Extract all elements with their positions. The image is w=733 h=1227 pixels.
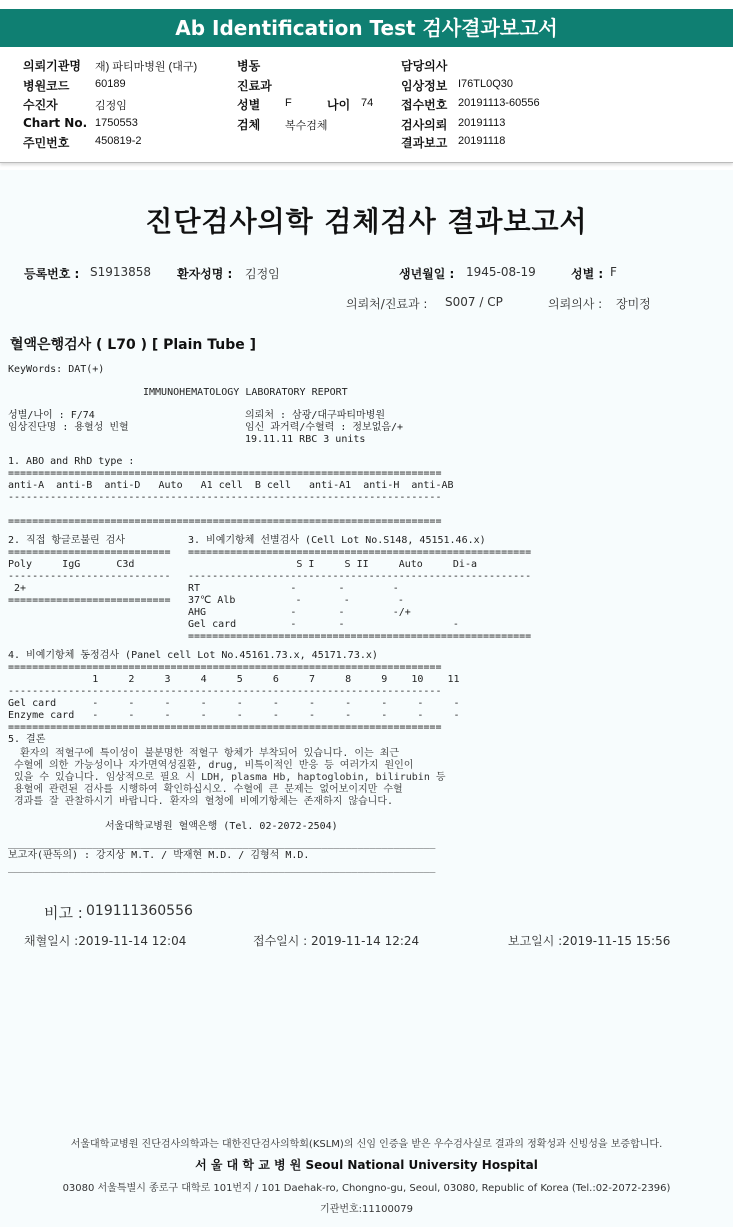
patient-name-label: 환자성명 : (177, 267, 233, 281)
sex-value: F (610, 265, 617, 279)
reporter-line: _______________________________________________________________________ 보고자(판독의) : 강지상 M.T. / 박재현 M.D. / 김형석 M.D. _______________________________________________________________________ (8, 838, 436, 873)
header-value: 60189 (95, 78, 126, 90)
header-value: 1750553 (95, 117, 138, 129)
doctor-label: 의뢰의사 : (548, 297, 603, 311)
receive-datetime: 접수일시 : 2019-11-14 12:24 (253, 934, 420, 948)
hospital-address: 03080 서울특별시 종로구 대학로 101번지 / 101 Daehak-ro, Chongno-gu, Seoul, 03080, Republic of Korea (Tel.:02-2072-2396) (62, 1183, 671, 1194)
header-label: 진료과 (237, 79, 272, 93)
antibody-screen-section: 3. 비예기항체 선별검사 (Cell Lot No.S148, 45151.46.x) ========================================================= S I S II Auto Di-a --------------------------------------------------------- RT - - - 37℃ Alb - - - AHG - - -/+ Gel card - - - ========================================================= (188, 535, 532, 642)
bloodbank-contact: 서울대학교병원 혈액은행 (Tel. 02-2072-2504) (105, 821, 338, 832)
institution-number: 기관번호:11100079 (320, 1204, 413, 1215)
dob-value: 1945-08-19 (466, 265, 536, 279)
dept-label: 의뢰처/진료과 : (346, 297, 428, 311)
header-label: 병동 (237, 59, 261, 73)
info-left: 성별/나이 : F/74 임상진단명 : 용혈성 빈혈 (8, 410, 129, 433)
header-label: 성별 (237, 98, 261, 112)
certification-text: 서울대학교병원 진단검사의학과는 대한진단검사의학회(KSLM)의 신임 인증을 받은 우수검사실로 결과의 정확성과 신빙성을 보증합니다. (70, 1139, 663, 1150)
collect-datetime: 채혈일시 :2019-11-14 12:04 (24, 934, 187, 948)
doctor-value: 장미정 (616, 297, 651, 311)
header-value: 복수검체 (285, 120, 328, 132)
dept-value: S007 / CP (445, 295, 503, 309)
header-value: 20191113 (458, 117, 506, 129)
header-label: 담당의사 (401, 59, 448, 73)
header-value: 450819-2 (95, 135, 142, 147)
lab-report-title: IMMUNOHEMATOLOGY LABORATORY REPORT (143, 387, 348, 398)
keywords: KeyWords: DAT(+) (8, 364, 105, 375)
header-label: 의뢰기관명 (23, 59, 81, 73)
abo-rhd-section: 1. ABO and RhD type : ======================================================================== anti-A anti-B anti-D Auto A1 cell B cell anti-A1 anti-H anti-AB ------------------------------------------------------------------------ ======================================================================== (8, 456, 454, 527)
report-banner: Ab Identification Test 검사결과보고서 (0, 9, 733, 47)
header-label: 임상정보 (401, 79, 448, 93)
note-label: 비고 : (44, 904, 83, 922)
header-label: 결과보고 (401, 136, 448, 150)
header-label: 나이 (327, 98, 351, 112)
note-value: 019111360556 (86, 903, 193, 919)
patient-name-value: 김정임 (245, 267, 280, 281)
header-value: 20191113-60556 (458, 97, 540, 109)
header-value: 20191118 (458, 135, 506, 147)
info-right: 의뢰처 : 삼광/대구파티마병원 임신 과거력/수혈력 : 정보없음/+ 19.11.11 RBC 3 units (245, 410, 404, 445)
header-value: 재) 파티마병원 (대구) (95, 61, 198, 73)
reg-no-value: S1913858 (90, 265, 152, 279)
test-title: 혈액은행검사 ( L70 ) [ Plain Tube ] (10, 337, 257, 353)
header-value: 김정임 (95, 100, 127, 112)
header-label: 주민번호 (23, 136, 70, 150)
header-label: 수진자 (23, 98, 58, 112)
conclusion-text: 환자의 적혈구에 특이성이 불분명한 적혈구 항체가 부착되어 있습니다. 이는 최근 수혈에 의한 가능성이나 자가면역성질환, drug, 비특이적인 반응 등 여러가지 원인이 있을 수 있습니다. 임상적으로 필요 시 LDH, plasma Hb, haptoglobin, bilirubin 등 용혈에 관련된 검사를 시행하여 확인하십시오. 수혈에 큰 문제는 없어보이지만 수혈 경과를 잘 관찰하시기 바랍니다. 환자의 혈청에 비예기항체는 존재하지 않습니다. (14, 748, 446, 807)
header-label: 병원코드 (23, 79, 70, 93)
header-label: 접수번호 (401, 98, 448, 112)
header-label: Chart No. (23, 116, 88, 130)
report-datetime: 보고일시 :2019-11-15 15:56 (508, 934, 671, 948)
reg-no-label: 등록번호 : (24, 267, 80, 281)
dob-label: 생년월일 : (399, 267, 455, 281)
header-label: 검사의뢰 (401, 118, 448, 132)
header-value: F (285, 97, 292, 109)
report-title: 진단검사의학 검체검사 결과보고서 (145, 205, 588, 238)
header-label: 검체 (237, 118, 261, 132)
hospital-name: 서 울 대 학 교 병 원 Seoul National University Hospital (195, 1158, 538, 1172)
antibody-id-section: 4. 비예기항체 동정검사 (Panel cell Lot No.45161.73.x, 45171.73.x) ======================================================================== 1 2 3 4 5 6 7 8 9 10 11 ------------------------------------------------------------------------ Gel card - - - - - - - - - - - Enzyme card - - - - - - - - - - - ======================================================================== 5. 결론 (8, 650, 460, 745)
sex-label: 성별 : (571, 267, 604, 281)
dat-section: 2. 직접 항글로불린 검사 =========================== Poly IgG C3d --------------------------- 2+ =========================== (8, 535, 171, 606)
header-value: 74 (361, 97, 374, 109)
request-header (0, 50, 733, 163)
header-value: I76TL0Q30 (458, 78, 514, 90)
